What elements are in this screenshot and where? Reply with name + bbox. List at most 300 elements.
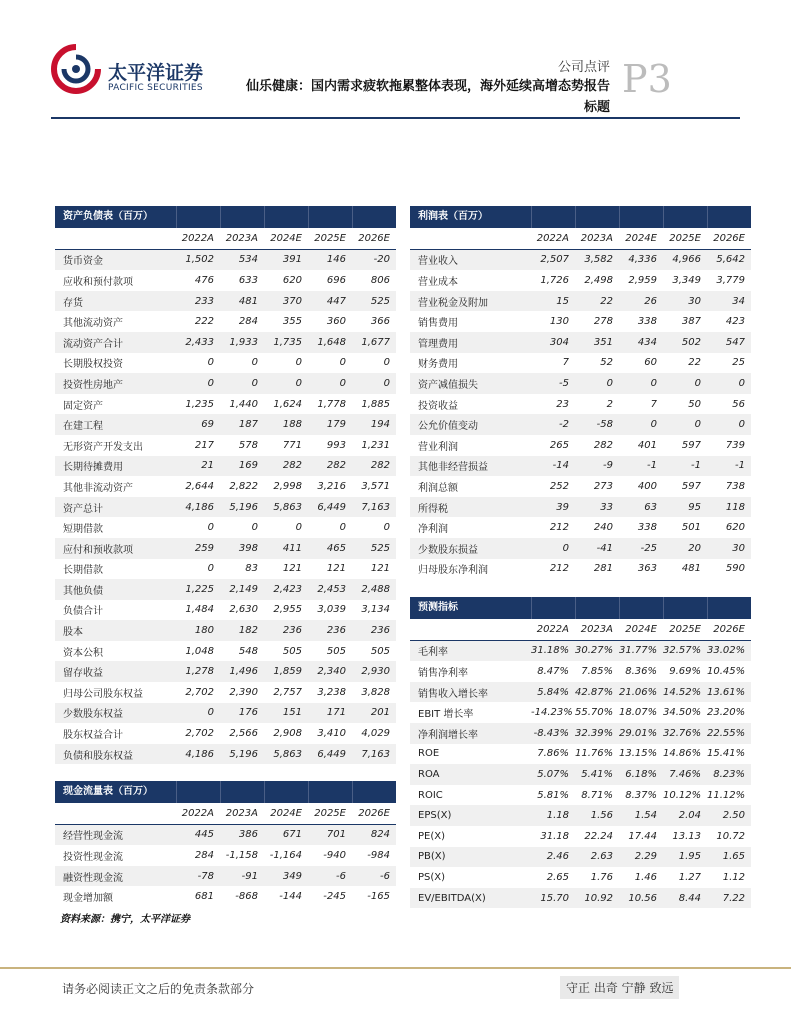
table-cell: 1,440 bbox=[220, 394, 264, 415]
title-bar-stripes bbox=[531, 597, 751, 619]
table-cell: 5,196 bbox=[220, 497, 264, 518]
table-cell: 15.70 bbox=[531, 888, 575, 909]
table-cell: 15.41% bbox=[707, 744, 751, 765]
table-row bbox=[55, 661, 396, 682]
table-row bbox=[410, 497, 751, 518]
table-cell: 2,644 bbox=[176, 476, 220, 497]
title-bar-stripes bbox=[531, 206, 751, 228]
table-row bbox=[410, 559, 751, 580]
table-cell: 0 bbox=[663, 373, 707, 394]
table-cell: -165 bbox=[352, 886, 396, 907]
table-cell: 501 bbox=[663, 517, 707, 538]
table-cell: 423 bbox=[707, 311, 751, 332]
table-row bbox=[55, 456, 396, 477]
table-cell: 13.13 bbox=[663, 826, 707, 847]
table-cell: -868 bbox=[220, 886, 264, 907]
row-label: 归母股东净利润 bbox=[410, 559, 531, 580]
table-row bbox=[55, 414, 396, 435]
table-cell: -144 bbox=[264, 886, 308, 907]
row-label: PS(X) bbox=[410, 867, 531, 888]
table-cell: 22.24 bbox=[575, 826, 619, 847]
table-cell: 681 bbox=[176, 886, 220, 907]
table-cell: 1.76 bbox=[575, 867, 619, 888]
table-cell: 95 bbox=[663, 497, 707, 518]
row-label: 其他负债 bbox=[55, 579, 176, 600]
table-cell: 151 bbox=[264, 703, 308, 724]
row-label: 营业收入 bbox=[410, 249, 531, 270]
table-cell: 2.63 bbox=[575, 847, 619, 868]
table-cell: 50 bbox=[663, 394, 707, 415]
table-row bbox=[55, 249, 396, 270]
forecast-indicators-panel bbox=[410, 597, 751, 908]
table-cell: 32.76% bbox=[663, 723, 707, 744]
table-cell: 32.57% bbox=[663, 640, 707, 661]
table-cell: 9.69% bbox=[663, 661, 707, 682]
document-type: 公司点评 bbox=[557, 60, 610, 75]
table-cell: 0 bbox=[352, 517, 396, 538]
table-cell: 201 bbox=[352, 703, 396, 724]
table-cell: 33.02% bbox=[707, 640, 751, 661]
row-label: 所得税 bbox=[410, 497, 531, 518]
year-header-row bbox=[55, 803, 396, 824]
table-row bbox=[410, 332, 751, 353]
table-cell: 366 bbox=[352, 311, 396, 332]
table-cell: 282 bbox=[308, 456, 352, 477]
table-cell: 14.52% bbox=[663, 682, 707, 703]
year-header: 2024E bbox=[270, 807, 302, 819]
table-cell: 0 bbox=[176, 703, 220, 724]
title-bar-stripe bbox=[352, 781, 353, 803]
table-row bbox=[55, 291, 396, 312]
title-bar-stripe bbox=[531, 206, 532, 228]
table-cell: 2.46 bbox=[531, 847, 575, 868]
table-cell: 1,048 bbox=[176, 641, 220, 662]
title-bar-stripe bbox=[308, 781, 309, 803]
row-label: EBIT 增长率 bbox=[410, 702, 531, 723]
table-cell: 171 bbox=[308, 703, 352, 724]
table-cell: 2,908 bbox=[264, 723, 308, 744]
table-row bbox=[55, 332, 396, 353]
row-label: 在建工程 bbox=[55, 414, 176, 435]
table-cell: 445 bbox=[176, 824, 220, 845]
table-cell: 2,507 bbox=[531, 249, 575, 270]
table-cell: 0 bbox=[176, 517, 220, 538]
table-row bbox=[410, 414, 751, 435]
table-cell: 6.18% bbox=[619, 764, 663, 785]
table-cell: 465 bbox=[308, 538, 352, 559]
year-header: 2026E bbox=[358, 232, 390, 244]
table-cell: 1,885 bbox=[352, 394, 396, 415]
table-cell: 2,630 bbox=[220, 600, 264, 621]
title-bar-stripe bbox=[176, 781, 177, 803]
table-cell: 434 bbox=[619, 332, 663, 353]
year-header: 2022A bbox=[181, 807, 214, 819]
table-cell: 0 bbox=[264, 353, 308, 374]
table-cell: 993 bbox=[308, 435, 352, 456]
table-cell: 2.65 bbox=[531, 867, 575, 888]
table-cell: 2,702 bbox=[176, 723, 220, 744]
table-cell: 1,859 bbox=[264, 661, 308, 682]
table-row bbox=[410, 723, 751, 744]
table-cell: 212 bbox=[531, 517, 575, 538]
table-cell: 0 bbox=[220, 517, 264, 538]
table-cell: 578 bbox=[220, 435, 264, 456]
title-bar-stripe bbox=[707, 206, 708, 228]
table-cell: 273 bbox=[575, 476, 619, 497]
table-cell: 7 bbox=[619, 394, 663, 415]
table-cell: 7,163 bbox=[352, 744, 396, 765]
row-label: 经营性现金流 bbox=[55, 824, 176, 845]
row-label: 货币资金 bbox=[55, 249, 176, 270]
table-cell: 25 bbox=[707, 353, 751, 374]
row-label: PE(X) bbox=[410, 826, 531, 847]
table-cell: 11.12% bbox=[707, 785, 751, 806]
year-header: 2025E bbox=[669, 623, 701, 635]
table-row bbox=[55, 845, 396, 866]
table-cell: 5,196 bbox=[220, 744, 264, 765]
table-cell: 505 bbox=[264, 641, 308, 662]
row-label: 无形资产开发支出 bbox=[55, 435, 176, 456]
table-cell: -25 bbox=[619, 538, 663, 559]
table-cell: 188 bbox=[264, 414, 308, 435]
table-cell: 597 bbox=[663, 435, 707, 456]
row-label: 销售费用 bbox=[410, 311, 531, 332]
table-cell: 42.87% bbox=[575, 682, 619, 703]
row-label: 归母公司股东权益 bbox=[55, 682, 176, 703]
table-row bbox=[55, 538, 396, 559]
table-cell: 259 bbox=[176, 538, 220, 559]
forecast-title-text: 预测指标 bbox=[418, 602, 458, 613]
table-cell: 447 bbox=[308, 291, 352, 312]
table-cell: 15 bbox=[531, 291, 575, 312]
table-cell: -1,164 bbox=[264, 845, 308, 866]
table-cell: 7.85% bbox=[575, 661, 619, 682]
table-cell: 60 bbox=[619, 353, 663, 374]
row-label: 负债合计 bbox=[55, 600, 176, 621]
table-cell: 23.20% bbox=[707, 702, 751, 723]
table-cell: 349 bbox=[264, 866, 308, 887]
table-cell: 338 bbox=[619, 517, 663, 538]
table-row bbox=[55, 866, 396, 887]
table-cell: 1.56 bbox=[575, 805, 619, 826]
table-cell: 505 bbox=[308, 641, 352, 662]
table-cell: 597 bbox=[663, 476, 707, 497]
table-cell: 0 bbox=[619, 414, 663, 435]
table-cell: 1.65 bbox=[707, 847, 751, 868]
table-cell: 1,933 bbox=[220, 332, 264, 353]
row-label: 毛利率 bbox=[410, 640, 531, 661]
table-cell: 476 bbox=[176, 270, 220, 291]
table-cell: 4,029 bbox=[352, 723, 396, 744]
table-cell: 0 bbox=[308, 353, 352, 374]
table-cell: 0 bbox=[352, 373, 396, 394]
logo-chinese-name: 太平洋证券 bbox=[108, 62, 204, 84]
row-label: 净利润增长率 bbox=[410, 723, 531, 744]
balance-sheet-title bbox=[55, 206, 396, 228]
row-label: 负债和股东权益 bbox=[55, 744, 176, 765]
title-bar-stripe bbox=[531, 597, 532, 619]
table-cell: -78 bbox=[176, 866, 220, 887]
balance-sheet-panel bbox=[55, 206, 396, 764]
year-header: 2024E bbox=[270, 232, 302, 244]
cash-flow-title-text: 现金流量表（百万） bbox=[63, 786, 153, 797]
table-cell: 31.18 bbox=[531, 826, 575, 847]
table-cell: 212 bbox=[531, 559, 575, 580]
row-label: 长期借款 bbox=[55, 559, 176, 580]
table-cell: 0 bbox=[220, 353, 264, 374]
title-bar-stripe bbox=[619, 597, 620, 619]
table-cell: 233 bbox=[176, 291, 220, 312]
table-cell: -58 bbox=[575, 414, 619, 435]
title-bar-stripe bbox=[575, 597, 576, 619]
row-label: 存货 bbox=[55, 291, 176, 312]
table-cell: 0 bbox=[220, 373, 264, 394]
table-cell: 590 bbox=[707, 559, 751, 580]
row-label: 少数股东权益 bbox=[55, 703, 176, 724]
cash-flow-title bbox=[55, 781, 396, 803]
table-row bbox=[55, 559, 396, 580]
title-bar-stripe bbox=[264, 206, 265, 228]
table-cell: 31.77% bbox=[619, 640, 663, 661]
table-cell: 8.44 bbox=[663, 888, 707, 909]
table-cell: 5.41% bbox=[575, 764, 619, 785]
table-cell: 194 bbox=[352, 414, 396, 435]
table-cell: 8.36% bbox=[619, 661, 663, 682]
row-label: EV/EBITDA(X) bbox=[410, 888, 531, 909]
table-cell: 13.15% bbox=[619, 744, 663, 765]
table-cell: 2,423 bbox=[264, 579, 308, 600]
table-row bbox=[55, 497, 396, 518]
table-cell: 182 bbox=[220, 620, 264, 641]
table-cell: 22.55% bbox=[707, 723, 751, 744]
table-cell: 351 bbox=[575, 332, 619, 353]
table-cell: 284 bbox=[176, 845, 220, 866]
income-statement-title-text: 利润表（百万） bbox=[418, 211, 488, 222]
table-cell: 7,163 bbox=[352, 497, 396, 518]
table-cell: 1,225 bbox=[176, 579, 220, 600]
table-cell: 696 bbox=[308, 270, 352, 291]
table-cell: 222 bbox=[176, 311, 220, 332]
year-header-row bbox=[55, 228, 396, 249]
table-cell: 1,778 bbox=[308, 394, 352, 415]
table-cell: 2,340 bbox=[308, 661, 352, 682]
table-cell: 3,216 bbox=[308, 476, 352, 497]
table-cell: 265 bbox=[531, 435, 575, 456]
table-cell: 179 bbox=[308, 414, 352, 435]
row-label: 资产总计 bbox=[55, 497, 176, 518]
table-cell: 236 bbox=[308, 620, 352, 641]
table-row bbox=[410, 888, 751, 909]
footer-divider bbox=[0, 967, 791, 969]
table-row bbox=[410, 249, 751, 270]
table-cell: 55.70% bbox=[575, 702, 619, 723]
table-cell: 2,433 bbox=[176, 332, 220, 353]
table-cell: 0 bbox=[707, 373, 751, 394]
table-row bbox=[55, 353, 396, 374]
table-cell: 1,484 bbox=[176, 600, 220, 621]
table-cell: 0 bbox=[176, 373, 220, 394]
year-header: 2026E bbox=[713, 232, 745, 244]
table-cell: 5.84% bbox=[531, 682, 575, 703]
table-cell: 525 bbox=[352, 291, 396, 312]
row-label: 资本公积 bbox=[55, 641, 176, 662]
table-cell: 2,959 bbox=[619, 270, 663, 291]
row-label: 营业成本 bbox=[410, 270, 531, 291]
table-cell: 2,390 bbox=[220, 682, 264, 703]
table-cell: 21.06% bbox=[619, 682, 663, 703]
table-cell: -8.43% bbox=[531, 723, 575, 744]
table-cell: 411 bbox=[264, 538, 308, 559]
table-cell: 355 bbox=[264, 311, 308, 332]
table-cell: 2 bbox=[575, 394, 619, 415]
table-cell: 5.07% bbox=[531, 764, 575, 785]
table-cell: 3,571 bbox=[352, 476, 396, 497]
table-cell: 2,702 bbox=[176, 682, 220, 703]
table-cell: 13.61% bbox=[707, 682, 751, 703]
title-bar-stripe bbox=[220, 206, 221, 228]
row-label: 投资性房地产 bbox=[55, 373, 176, 394]
row-label: 固定资产 bbox=[55, 394, 176, 415]
title-bar-stripe bbox=[619, 206, 620, 228]
year-header: 2023A bbox=[580, 623, 613, 635]
table-cell: 5,863 bbox=[264, 497, 308, 518]
table-cell: 118 bbox=[707, 497, 751, 518]
table-cell: 20 bbox=[663, 538, 707, 559]
table-row bbox=[55, 517, 396, 538]
row-label: 销售净利率 bbox=[410, 661, 531, 682]
table-cell: 2,566 bbox=[220, 723, 264, 744]
table-cell: 338 bbox=[619, 311, 663, 332]
table-row bbox=[410, 661, 751, 682]
cash-flow-table bbox=[55, 803, 396, 907]
table-row bbox=[55, 600, 396, 621]
table-cell: 2,453 bbox=[308, 579, 352, 600]
balance-sheet-title-text: 资产负债表（百万） bbox=[63, 211, 153, 222]
row-label: 投资收益 bbox=[410, 394, 531, 415]
table-row bbox=[410, 805, 751, 826]
footer-disclaimer: 请务必阅读正文之后的免责条款部分 bbox=[62, 982, 255, 996]
table-cell: 0 bbox=[308, 373, 352, 394]
table-cell: 14.86% bbox=[663, 744, 707, 765]
header-divider bbox=[51, 117, 740, 119]
table-cell: 284 bbox=[220, 311, 264, 332]
table-row bbox=[410, 311, 751, 332]
table-cell: 69 bbox=[176, 414, 220, 435]
table-cell: 8.47% bbox=[531, 661, 575, 682]
table-cell: -940 bbox=[308, 845, 352, 866]
table-cell: 217 bbox=[176, 435, 220, 456]
table-cell: 33 bbox=[575, 497, 619, 518]
table-cell: 481 bbox=[220, 291, 264, 312]
table-row bbox=[410, 847, 751, 868]
row-label: EPS(X) bbox=[410, 805, 531, 826]
row-label: 营业税金及附加 bbox=[410, 291, 531, 312]
table-row bbox=[55, 723, 396, 744]
table-cell: 1,496 bbox=[220, 661, 264, 682]
table-row bbox=[410, 435, 751, 456]
table-cell: 22 bbox=[663, 353, 707, 374]
row-label: 管理费用 bbox=[410, 332, 531, 353]
table-cell: 236 bbox=[264, 620, 308, 641]
table-row bbox=[410, 517, 751, 538]
table-cell: 17.44 bbox=[619, 826, 663, 847]
year-header: 2025E bbox=[314, 807, 346, 819]
table-cell: 22 bbox=[575, 291, 619, 312]
cash-flow-panel bbox=[55, 781, 396, 907]
table-cell: 1,502 bbox=[176, 249, 220, 270]
table-cell: 5,863 bbox=[264, 744, 308, 765]
table-cell: 0 bbox=[264, 373, 308, 394]
table-cell: 29.01% bbox=[619, 723, 663, 744]
table-cell: 10.45% bbox=[707, 661, 751, 682]
table-cell: 252 bbox=[531, 476, 575, 497]
table-cell: 282 bbox=[352, 456, 396, 477]
table-cell: 0 bbox=[619, 373, 663, 394]
table-cell: -1,158 bbox=[220, 845, 264, 866]
table-cell: 505 bbox=[352, 641, 396, 662]
table-cell: 1,726 bbox=[531, 270, 575, 291]
table-row bbox=[410, 270, 751, 291]
table-row bbox=[55, 703, 396, 724]
table-cell: 386 bbox=[220, 824, 264, 845]
table-cell: 281 bbox=[575, 559, 619, 580]
row-label: 资产减值损失 bbox=[410, 373, 531, 394]
table-cell: 771 bbox=[264, 435, 308, 456]
table-cell: 1.18 bbox=[531, 805, 575, 826]
table-cell: 3,582 bbox=[575, 249, 619, 270]
table-cell: 1,278 bbox=[176, 661, 220, 682]
table-row bbox=[55, 886, 396, 907]
table-cell: 56 bbox=[707, 394, 751, 415]
table-cell: 534 bbox=[220, 249, 264, 270]
pacific-securities-logo-icon bbox=[51, 44, 101, 94]
income-statement-table bbox=[410, 228, 751, 579]
table-cell: 363 bbox=[619, 559, 663, 580]
title-bar-stripe bbox=[707, 597, 708, 619]
table-cell: 83 bbox=[220, 559, 264, 580]
table-cell: 3,238 bbox=[308, 682, 352, 703]
table-cell: -6 bbox=[308, 866, 352, 887]
year-header: 2024E bbox=[625, 232, 657, 244]
table-cell: 824 bbox=[352, 824, 396, 845]
report-subtitle: 标题 bbox=[583, 100, 610, 115]
table-cell: 3,349 bbox=[663, 270, 707, 291]
report-header bbox=[0, 0, 791, 118]
table-cell: 11.76% bbox=[575, 744, 619, 765]
table-cell: 0 bbox=[176, 353, 220, 374]
year-header: 2026E bbox=[358, 807, 390, 819]
table-cell: 3,039 bbox=[308, 600, 352, 621]
income-statement-title bbox=[410, 206, 751, 228]
table-cell: 701 bbox=[308, 824, 352, 845]
table-cell: 146 bbox=[308, 249, 352, 270]
table-cell: 278 bbox=[575, 311, 619, 332]
table-cell: 32.39% bbox=[575, 723, 619, 744]
table-row bbox=[410, 702, 751, 723]
table-row bbox=[410, 394, 751, 415]
table-cell: -14.23% bbox=[531, 702, 575, 723]
table-cell: 548 bbox=[220, 641, 264, 662]
table-cell: 0 bbox=[663, 414, 707, 435]
forecast-indicators-title bbox=[410, 597, 751, 619]
table-cell: 2,757 bbox=[264, 682, 308, 703]
table-cell: 8.37% bbox=[619, 785, 663, 806]
table-cell: 4,186 bbox=[176, 744, 220, 765]
title-bar-stripe bbox=[176, 206, 177, 228]
table-cell: 0 bbox=[176, 559, 220, 580]
row-label: ROE bbox=[410, 744, 531, 765]
row-label: 留存收益 bbox=[55, 661, 176, 682]
